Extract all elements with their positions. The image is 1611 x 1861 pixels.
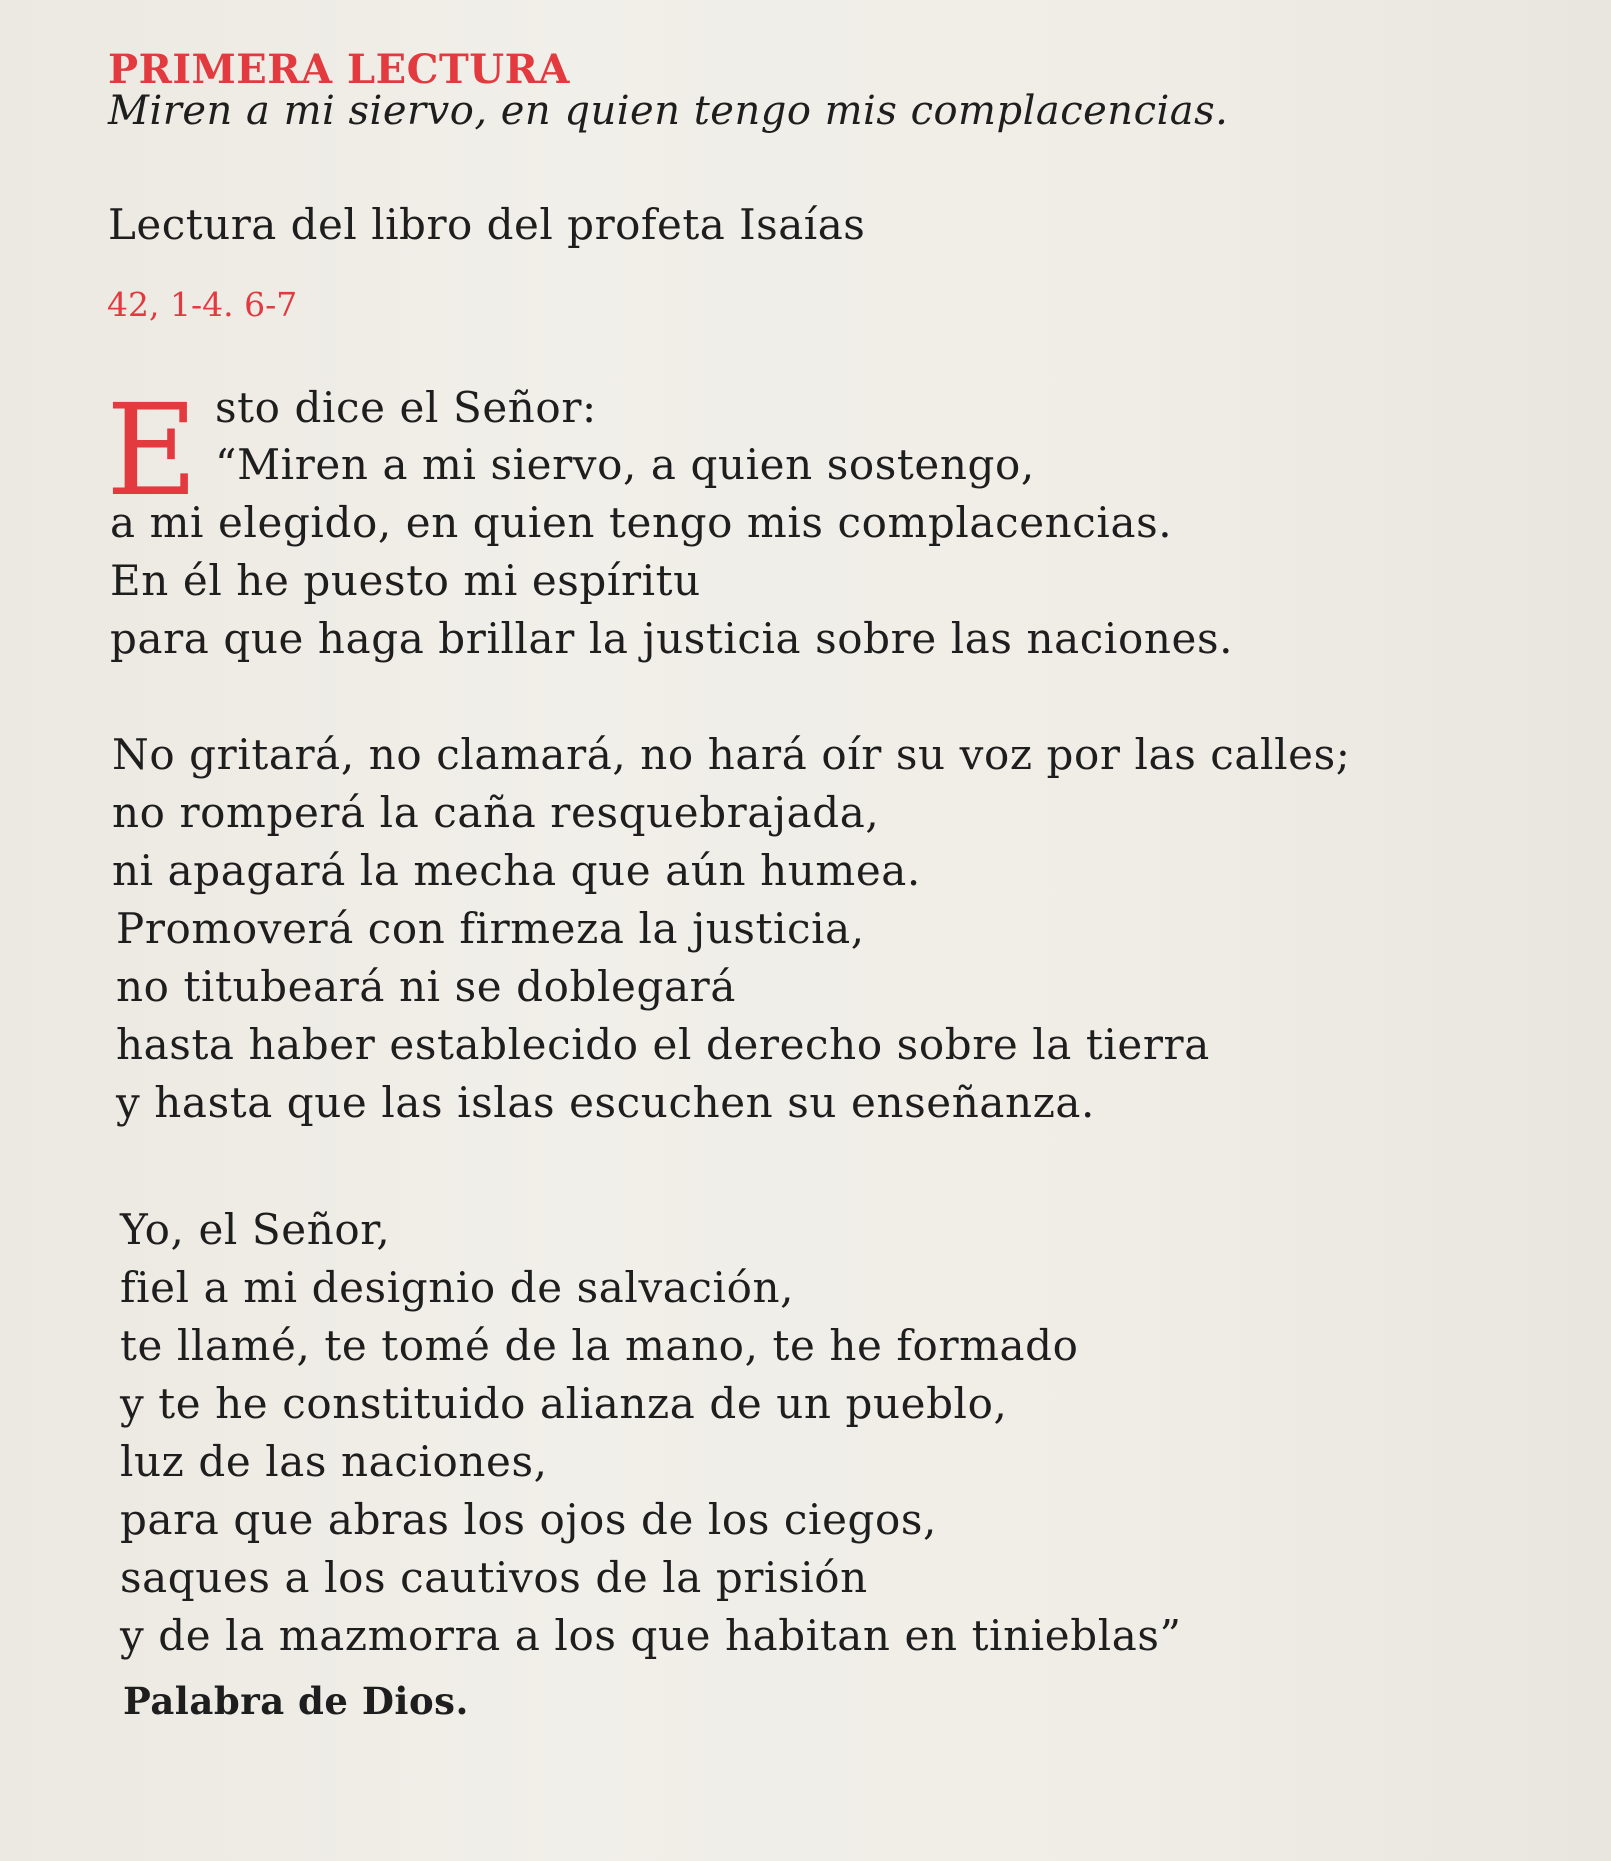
verse-line: a mi elegido, en quien tengo mis complacencias. <box>110 498 1173 547</box>
verse-line: para que abras los ojos de los ciegos, <box>120 1495 938 1544</box>
verse-line: y hasta que las islas escuchen su enseñanza. <box>116 1078 1096 1127</box>
drop-cap: E <box>106 377 198 524</box>
verse-line: Yo, el Señor, <box>120 1205 391 1254</box>
verse-line: “Miren a mi siervo, a quien sostengo, <box>215 440 1035 489</box>
verse-line: para que haga brillar la justicia sobre las naciones. <box>110 614 1234 663</box>
verse-line: sto dice el Señor: <box>215 383 597 432</box>
book-title: Lectura del libro del profeta Isaías <box>108 200 866 249</box>
reading-subtitle: Miren a mi siervo, en quien tengo mis complacencias. <box>108 88 1229 134</box>
verse-line: Promoverá con firmeza la justicia, <box>116 904 865 953</box>
scripture-reference: 42, 1-4. 6-7 <box>107 285 298 324</box>
verse-line: hasta haber establecido el derecho sobre la tierra <box>116 1020 1210 1069</box>
verse-line: no romperá la caña resquebrajada, <box>112 788 880 837</box>
verse-line: y te he constituido alianza de un pueblo, <box>120 1379 1008 1428</box>
verse-line: ni apagará la mecha que aún humea. <box>112 846 921 895</box>
verse-line: no titubeará ni se doblegará <box>116 962 736 1011</box>
verse-line: y de la mazmorra a los que habitan en tinieblas” <box>120 1611 1182 1660</box>
closing-acclamation: Palabra de Dios. <box>123 1679 469 1723</box>
reading-heading: PRIMERA LECTURA <box>108 46 570 93</box>
verse-line: luz de las naciones, <box>120 1437 548 1486</box>
verse-line: saques a los cautivos de la prisión <box>120 1553 868 1602</box>
verse-line: No gritará, no clamará, no hará oír su voz por las calles; <box>112 730 1351 779</box>
verse-line: En él he puesto mi espíritu <box>110 556 701 605</box>
verse-line: te llamé, te tomé de la mano, te he formado <box>120 1321 1079 1370</box>
verse-line: fiel a mi designio de salvación, <box>120 1263 795 1312</box>
